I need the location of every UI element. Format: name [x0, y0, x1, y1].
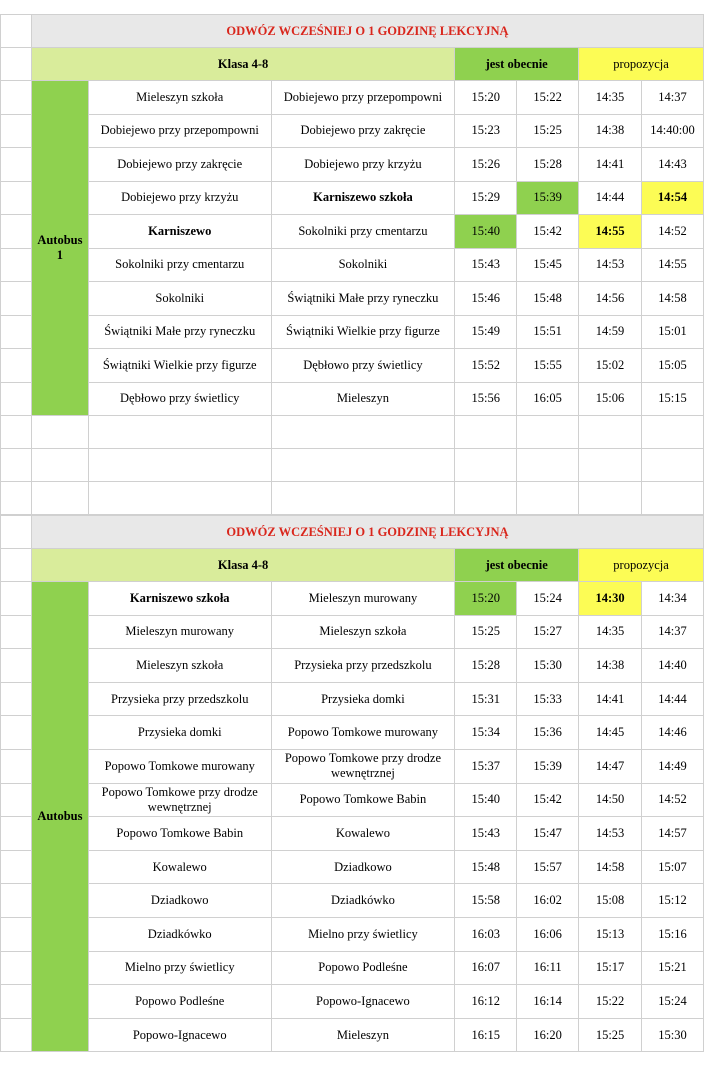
row-gutter	[1, 749, 32, 783]
time-p1-cell: 14:58	[579, 850, 642, 884]
stop-from-cell: Popowo Tomkowe przy drodze wewnętrznej	[88, 783, 271, 817]
time-t1-cell: 15:37	[455, 749, 517, 783]
time-t1-cell: 15:29	[455, 181, 517, 215]
stop-to-cell: Świątniki Małe przy ryneczku	[271, 282, 455, 316]
time-t2-cell: 15:30	[517, 649, 579, 683]
stop-from-cell: Przysieka przy przedszkolu	[88, 682, 271, 716]
empty-cell[interactable]	[31, 416, 88, 449]
time-p1-cell: 14:55	[579, 215, 642, 249]
stop-from-cell: Świątniki Małe przy ryneczku	[88, 315, 271, 349]
time-p1-cell: 14:38	[579, 114, 642, 148]
table-row	[1, 917, 704, 951]
time-t2-cell: 15:25	[517, 114, 579, 148]
time-t1-cell: 15:46	[455, 282, 517, 316]
stop-from-cell: Przysieka domki	[88, 716, 271, 750]
jest-obecnie-header: jest obecnie	[455, 549, 579, 582]
time-p1-cell: 14:53	[579, 248, 642, 282]
time-t2-cell: 16:11	[517, 951, 579, 985]
stop-from-cell: Dziadkówko	[88, 917, 271, 951]
empty-row	[1, 449, 704, 482]
time-p2-cell: 15:15	[641, 382, 703, 416]
time-p2-cell: 14:34	[642, 582, 704, 616]
stop-from-cell: Dziadkowo	[88, 884, 271, 918]
time-t1-cell: 16:12	[455, 985, 517, 1019]
row-gutter	[1, 114, 32, 148]
time-p2-cell: 15:01	[641, 315, 703, 349]
time-t2-cell: 15:27	[517, 615, 579, 649]
stop-to-cell: Mielno przy świetlicy	[271, 917, 455, 951]
time-t1-cell: 15:43	[455, 817, 517, 851]
table-row	[1, 850, 704, 884]
time-t2-cell: 15:55	[517, 349, 579, 383]
table-row	[1, 951, 704, 985]
stop-from-cell: Popowo Tomkowe Babin	[88, 817, 271, 851]
time-p1-cell: 15:06	[579, 382, 642, 416]
empty-cell[interactable]	[517, 449, 579, 482]
table-title: ODWÓZ WCZEŚNIEJ O 1 GODZINĘ LEKCYJNĄ	[31, 516, 703, 549]
time-p2-cell: 14:52	[641, 215, 703, 249]
row-gutter	[1, 582, 32, 616]
empty-cell[interactable]	[271, 449, 455, 482]
time-p2-cell: 14:49	[642, 749, 704, 783]
stop-from-cell: Dobiejewo przy krzyżu	[88, 181, 271, 215]
empty-cell[interactable]	[1, 449, 32, 482]
row-gutter	[1, 817, 32, 851]
time-p2-cell: 14:37	[642, 615, 704, 649]
klasa-header: Klasa 4-8	[31, 48, 454, 81]
time-t1-cell: 15:52	[455, 349, 517, 383]
schedule-table-2	[0, 515, 704, 1052]
table-row	[1, 615, 704, 649]
time-p2-cell: 14:52	[642, 783, 704, 817]
time-p1-cell: 14:44	[579, 181, 642, 215]
table-row	[1, 181, 704, 215]
time-p2-cell: 14:37	[641, 81, 703, 115]
empty-cell[interactable]	[579, 416, 642, 449]
table-row	[1, 817, 704, 851]
time-t2-cell: 16:02	[517, 884, 579, 918]
time-p2-cell: 14:57	[642, 817, 704, 851]
stop-from-cell: Dębłowo przy świetlicy	[88, 382, 271, 416]
stop-from-cell: Świątniki Wielkie przy figurze	[88, 349, 271, 383]
time-t2-cell: 16:20	[517, 1018, 579, 1052]
table-row	[1, 1018, 704, 1052]
stop-to-cell: Przysieka przy przedszkolu	[271, 649, 455, 683]
stop-to-cell: Mieleszyn szkoła	[271, 615, 455, 649]
schedule-table-1	[0, 14, 704, 515]
time-p1-cell: 14:41	[579, 682, 642, 716]
stop-from-cell: Karniszewo	[88, 215, 271, 249]
stop-to-cell: Dziadkowo	[271, 850, 455, 884]
time-p1-cell: 15:13	[579, 917, 642, 951]
table-row	[1, 985, 704, 1019]
time-t2-cell: 16:05	[517, 382, 579, 416]
time-p2-cell: 14:54	[641, 181, 703, 215]
time-p2-cell: 14:40	[642, 649, 704, 683]
empty-cell[interactable]	[31, 449, 88, 482]
row-gutter	[1, 248, 32, 282]
stop-from-cell: Popowo Podleśne	[88, 985, 271, 1019]
time-t1-cell: 15:20	[455, 81, 517, 115]
empty-cell[interactable]	[88, 416, 271, 449]
time-t1-cell: 15:56	[455, 382, 517, 416]
empty-cell[interactable]	[455, 449, 517, 482]
time-t1-cell: 16:07	[455, 951, 517, 985]
stop-to-cell: Mieleszyn	[271, 382, 455, 416]
row-gutter	[1, 917, 32, 951]
row-gutter	[1, 1018, 32, 1052]
time-p1-cell: 14:50	[579, 783, 642, 817]
table-row	[1, 248, 704, 282]
table-row	[1, 884, 704, 918]
table-row	[1, 148, 704, 182]
time-t1-cell: 15:43	[455, 248, 517, 282]
stop-from-cell: Popowo Tomkowe murowany	[88, 749, 271, 783]
table-row	[1, 783, 704, 817]
time-t1-cell: 15:20	[455, 582, 517, 616]
time-t1-cell: 15:34	[455, 716, 517, 750]
time-t1-cell: 15:49	[455, 315, 517, 349]
time-p2-cell: 15:07	[642, 850, 704, 884]
empty-cell[interactable]	[271, 482, 455, 515]
time-p1-cell: 15:25	[579, 1018, 642, 1052]
stop-to-cell: Popowo Tomkowe przy drodze wewnętrznej	[271, 749, 455, 783]
empty-cell[interactable]	[271, 416, 455, 449]
empty-row	[1, 416, 704, 449]
time-t2-cell: 15:42	[517, 783, 579, 817]
autobus-label: Autobus 1	[31, 81, 88, 416]
time-p1-cell: 14:45	[579, 716, 642, 750]
time-p1-cell: 14:38	[579, 649, 642, 683]
stop-to-cell: Mieleszyn	[271, 1018, 455, 1052]
time-p1-cell: 15:08	[579, 884, 642, 918]
time-p2-cell: 15:16	[642, 917, 704, 951]
time-p1-cell: 14:56	[579, 282, 642, 316]
time-t2-cell: 15:39	[517, 749, 579, 783]
table-row	[1, 382, 704, 416]
row-gutter	[1, 181, 32, 215]
empty-cell[interactable]	[579, 482, 642, 515]
row-gutter	[1, 850, 32, 884]
time-p1-cell: 14:35	[579, 615, 642, 649]
row-gutter	[1, 315, 32, 349]
time-t2-cell: 15:24	[517, 582, 579, 616]
time-t2-cell: 16:06	[517, 917, 579, 951]
table-row	[1, 649, 704, 683]
time-t2-cell: 16:14	[517, 985, 579, 1019]
row-gutter	[1, 682, 32, 716]
time-p2-cell: 14:44	[642, 682, 704, 716]
table-row	[1, 114, 704, 148]
time-p2-cell: 15:21	[642, 951, 704, 985]
row-gutter	[1, 148, 32, 182]
empty-cell[interactable]	[517, 482, 579, 515]
stop-to-cell: Dziadkówko	[271, 884, 455, 918]
stop-to-cell: Popowo-Ignacewo	[271, 985, 455, 1019]
empty-cell[interactable]	[579, 449, 642, 482]
empty-cell[interactable]	[455, 416, 517, 449]
time-p2-cell: 15:05	[641, 349, 703, 383]
stop-to-cell: Dobiejewo przy krzyżu	[271, 148, 455, 182]
time-t1-cell: 15:58	[455, 884, 517, 918]
time-t2-cell: 15:33	[517, 682, 579, 716]
time-p2-cell: 14:40:00	[641, 114, 703, 148]
time-p2-cell: 14:43	[641, 148, 703, 182]
stop-from-cell: Sokolniki	[88, 282, 271, 316]
time-p1-cell: 14:53	[579, 817, 642, 851]
table-title: ODWÓZ WCZEŚNIEJ O 1 GODZINĘ LEKCYJNĄ	[31, 15, 703, 48]
time-t2-cell: 15:45	[517, 248, 579, 282]
stop-to-cell: Popowo Tomkowe Babin	[271, 783, 455, 817]
time-p1-cell: 15:22	[579, 985, 642, 1019]
stop-to-cell: Dobiejewo przy zakręcie	[271, 114, 455, 148]
table-row	[1, 315, 704, 349]
stop-from-cell: Sokolniki przy cmentarzu	[88, 248, 271, 282]
row-gutter	[1, 282, 32, 316]
time-t2-cell: 15:22	[517, 81, 579, 115]
row-gutter	[1, 716, 32, 750]
row-gutter	[1, 783, 32, 817]
table-row	[1, 716, 704, 750]
row-gutter	[1, 615, 32, 649]
stop-to-cell: Karniszewo szkoła	[271, 181, 455, 215]
time-p2-cell: 14:46	[642, 716, 704, 750]
time-t2-cell: 15:57	[517, 850, 579, 884]
stop-from-cell: Mielno przy świetlicy	[88, 951, 271, 985]
row-gutter	[1, 884, 32, 918]
time-t1-cell: 15:28	[455, 649, 517, 683]
stop-to-cell: Dobiejewo przy przepompowni	[271, 81, 455, 115]
time-p1-cell: 14:35	[579, 81, 642, 115]
time-t1-cell: 15:48	[455, 850, 517, 884]
empty-cell[interactable]	[641, 416, 703, 449]
stop-to-cell: Świątniki Wielkie przy figurze	[271, 315, 455, 349]
stop-from-cell: Karniszewo szkoła	[88, 582, 271, 616]
time-p1-cell: 14:47	[579, 749, 642, 783]
time-t1-cell: 15:40	[455, 783, 517, 817]
row-gutter	[1, 549, 32, 582]
autobus-label: Autobus	[31, 582, 88, 1052]
klasa-header: Klasa 4-8	[31, 549, 454, 582]
empty-cell[interactable]	[641, 449, 703, 482]
propozycja-header: propozycja	[579, 549, 704, 582]
table-row	[1, 682, 704, 716]
time-p2-cell: 15:30	[642, 1018, 704, 1052]
empty-cell[interactable]	[88, 449, 271, 482]
row-gutter	[1, 951, 32, 985]
time-p2-cell: 14:55	[641, 248, 703, 282]
time-t2-cell: 15:47	[517, 817, 579, 851]
time-t1-cell: 16:03	[455, 917, 517, 951]
time-t2-cell: 15:48	[517, 282, 579, 316]
stop-to-cell: Przysieka domki	[271, 682, 455, 716]
time-t1-cell: 15:31	[455, 682, 517, 716]
stop-from-cell: Kowalewo	[88, 850, 271, 884]
time-t1-cell: 15:40	[455, 215, 517, 249]
table-row	[1, 282, 704, 316]
empty-cell[interactable]	[1, 416, 32, 449]
time-t2-cell: 15:51	[517, 315, 579, 349]
table-row	[1, 81, 704, 115]
stop-to-cell: Mieleszyn murowany	[271, 582, 455, 616]
row-gutter	[1, 349, 32, 383]
time-t2-cell: 15:42	[517, 215, 579, 249]
empty-cell[interactable]	[1, 482, 32, 515]
jest-obecnie-header: jest obecnie	[455, 48, 579, 81]
row-gutter	[1, 215, 32, 249]
time-p2-cell: 15:12	[642, 884, 704, 918]
empty-row	[1, 482, 704, 515]
stop-to-cell: Popowo Podleśne	[271, 951, 455, 985]
time-t2-cell: 15:36	[517, 716, 579, 750]
stop-from-cell: Mieleszyn murowany	[88, 615, 271, 649]
time-t1-cell: 15:23	[455, 114, 517, 148]
row-gutter	[1, 48, 32, 81]
time-p2-cell: 15:24	[642, 985, 704, 1019]
row-gutter	[1, 985, 32, 1019]
time-p2-cell: 14:58	[641, 282, 703, 316]
row-gutter	[1, 382, 32, 416]
propozycja-header: propozycja	[579, 48, 704, 81]
time-t2-cell: 15:28	[517, 148, 579, 182]
stop-from-cell: Mieleszyn szkoła	[88, 649, 271, 683]
time-t1-cell: 16:15	[455, 1018, 517, 1052]
stop-to-cell: Sokolniki przy cmentarzu	[271, 215, 455, 249]
stop-to-cell: Kowalewo	[271, 817, 455, 851]
time-p1-cell: 15:02	[579, 349, 642, 383]
row-gutter	[1, 15, 32, 48]
empty-cell[interactable]	[455, 482, 517, 515]
time-t1-cell: 15:26	[455, 148, 517, 182]
empty-cell[interactable]	[641, 482, 703, 515]
stop-to-cell: Sokolniki	[271, 248, 455, 282]
table-row	[1, 749, 704, 783]
time-t2-cell: 15:39	[517, 181, 579, 215]
time-t1-cell: 15:25	[455, 615, 517, 649]
stop-to-cell: Dębłowo przy świetlicy	[271, 349, 455, 383]
stop-from-cell: Dobiejewo przy zakręcie	[88, 148, 271, 182]
table-row	[1, 215, 704, 249]
row-gutter	[1, 649, 32, 683]
empty-cell[interactable]	[31, 482, 88, 515]
time-p1-cell: 15:17	[579, 951, 642, 985]
stop-from-cell: Mieleszyn szkoła	[88, 81, 271, 115]
time-p1-cell: 14:30	[579, 582, 642, 616]
row-gutter	[1, 81, 32, 115]
table-row	[1, 582, 704, 616]
stop-from-cell: Dobiejewo przy przepompowni	[88, 114, 271, 148]
stop-from-cell: Popowo-Ignacewo	[88, 1018, 271, 1052]
time-p1-cell: 14:59	[579, 315, 642, 349]
time-p1-cell: 14:41	[579, 148, 642, 182]
empty-cell[interactable]	[88, 482, 271, 515]
stop-to-cell: Popowo Tomkowe murowany	[271, 716, 455, 750]
row-gutter	[1, 516, 32, 549]
empty-cell[interactable]	[517, 416, 579, 449]
table-row	[1, 349, 704, 383]
